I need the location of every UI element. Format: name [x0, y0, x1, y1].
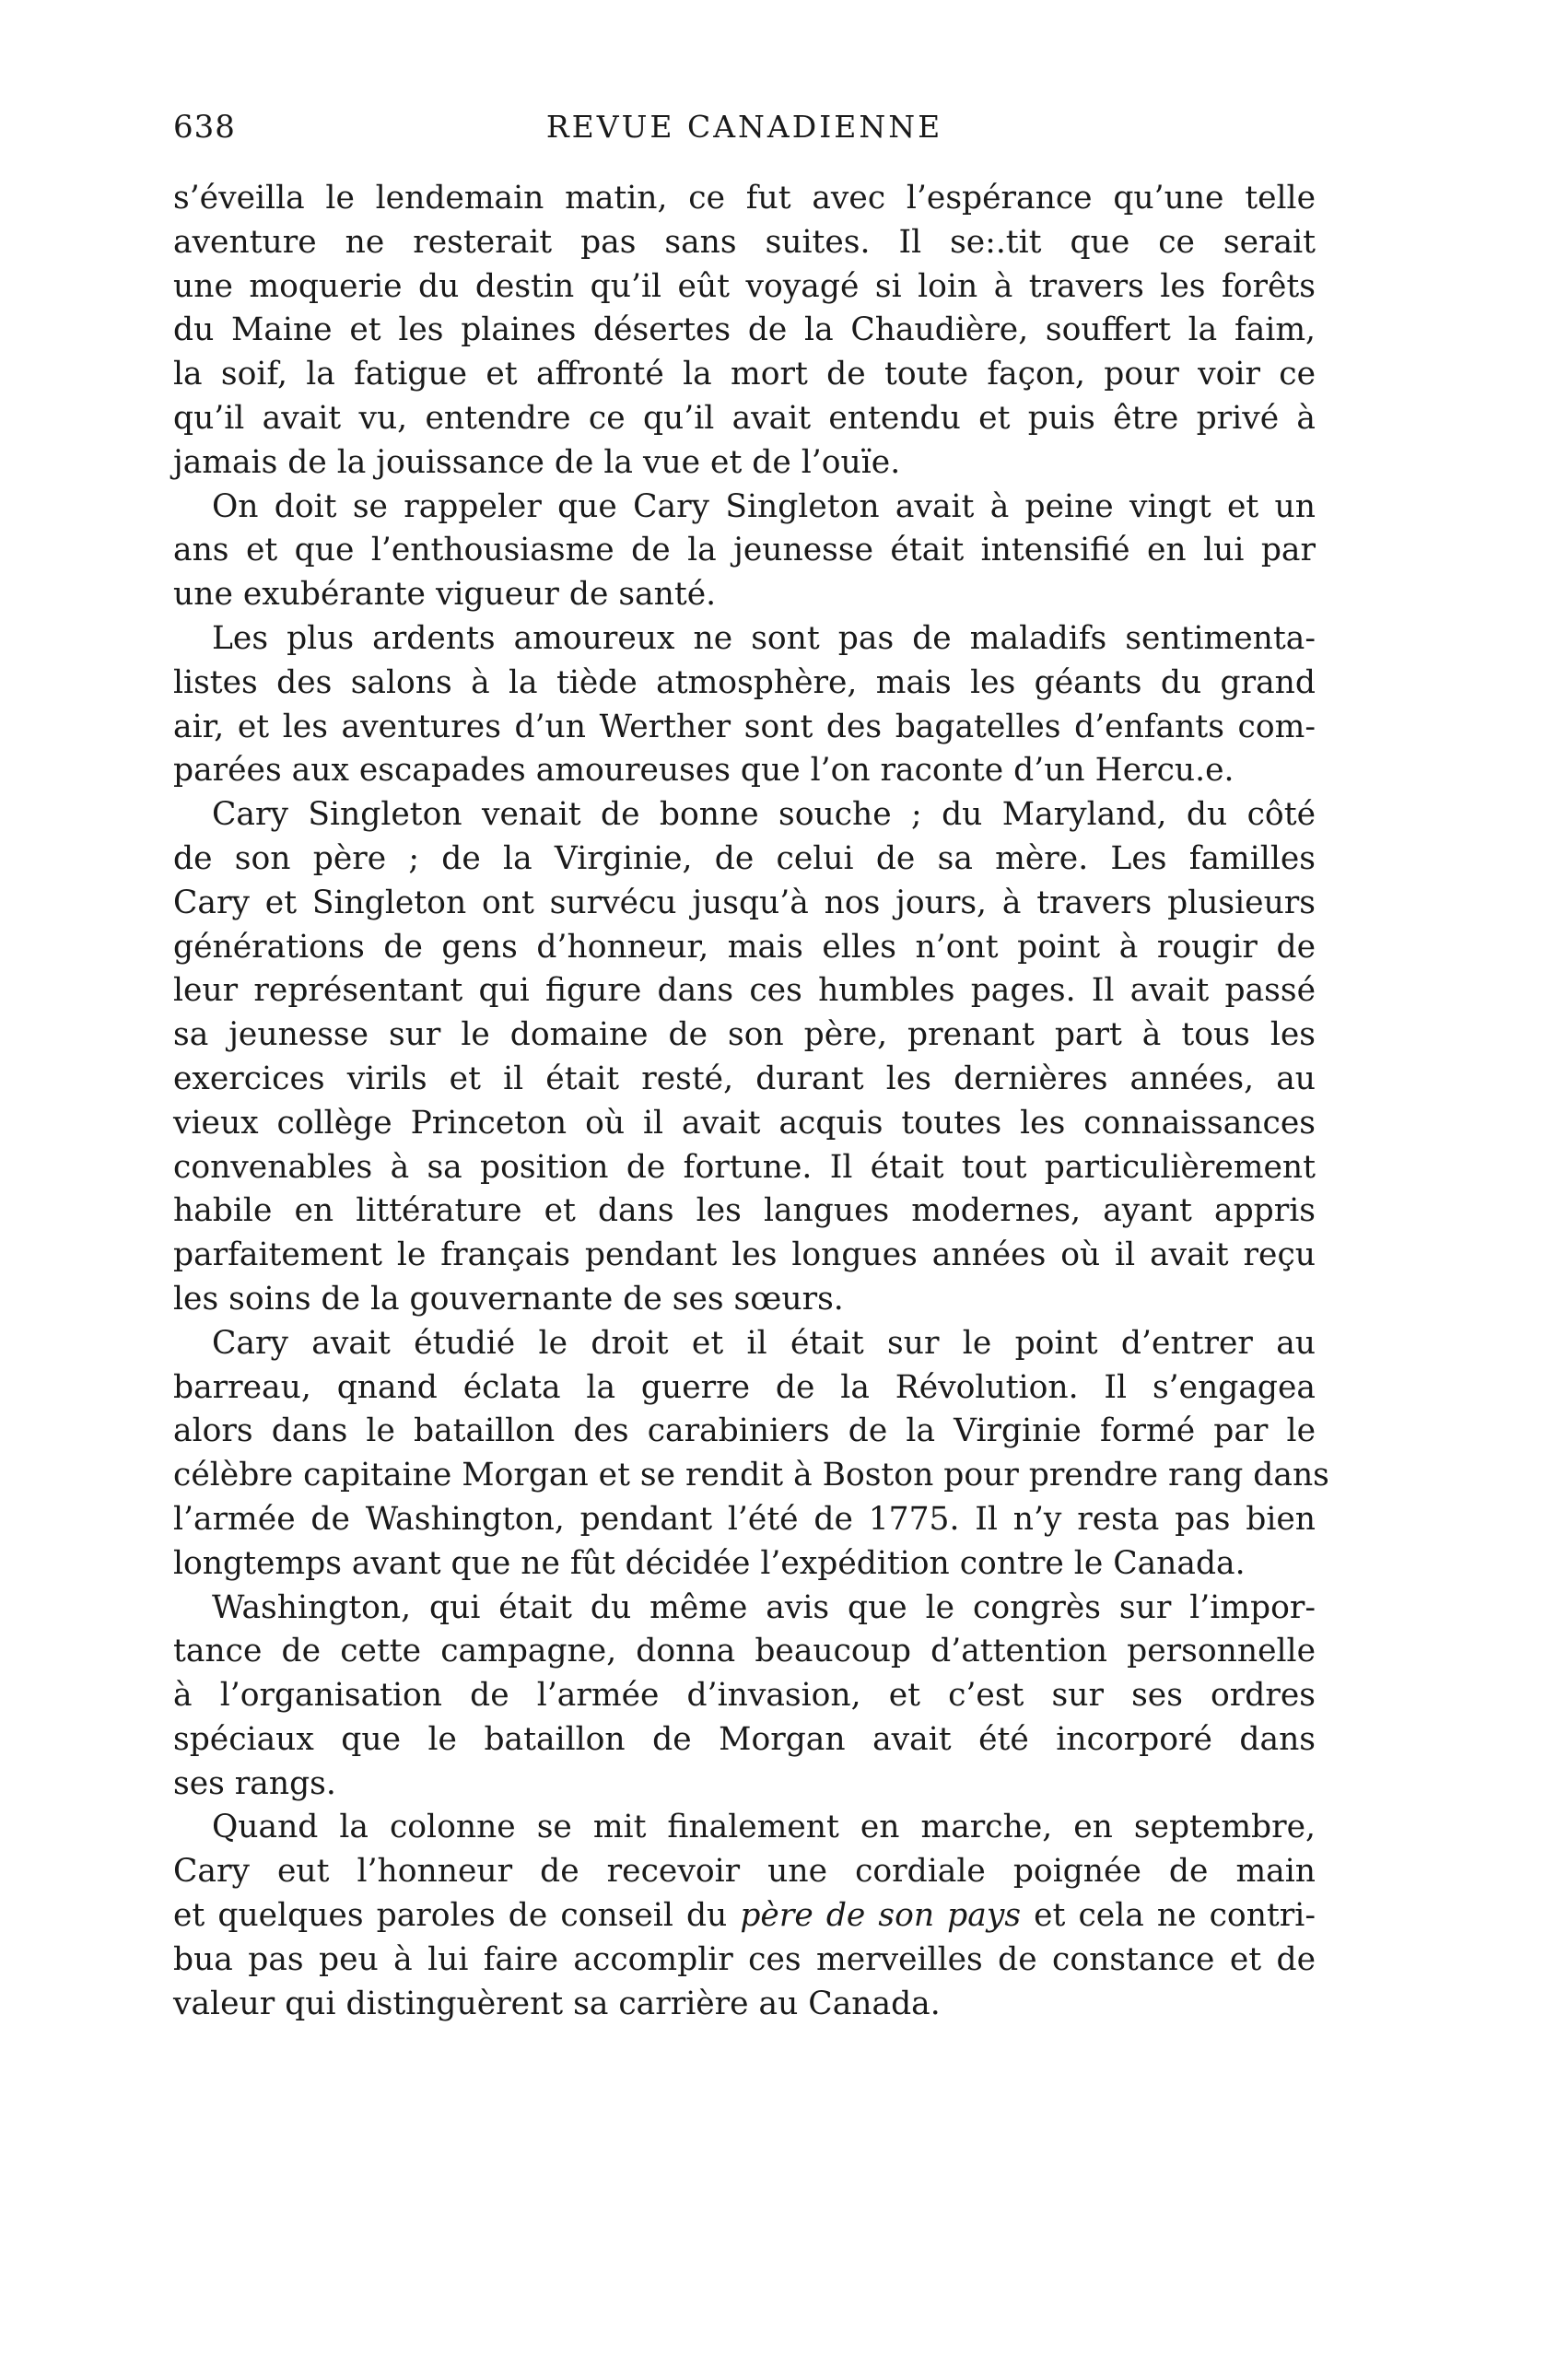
text-line: tance de cette campagne, donna beaucoup d’attention personnelle: [173, 1633, 1316, 1670]
running-head: [173, 109, 1316, 155]
text-line: exercices virils et il était resté, durant les dernières années, au: [173, 1060, 1316, 1097]
text-line: vieux collège Princeton où il avait acquis toutes les connaissances: [173, 1104, 1316, 1142]
text-line: à l’organisation de l’armée d’invasion, et c’est sur ses ordres: [173, 1677, 1316, 1715]
paragraph-first-line: Washington, qui était du même avis que le congrès sur l’impor-: [212, 1588, 1316, 1626]
text-line: jamais de la jouissance de la vue et de l’ouïe.: [173, 443, 901, 481]
text-line: aventure ne resterait pas sans suites. Il se:.tit que ce serait: [173, 223, 1316, 261]
text-line: s’éveilla le lendemain matin, ce fut avec l’espérance qu’une telle: [173, 180, 1316, 217]
text-line: qu’il avait vu, entendre ce qu’il avait entendu et puis être privé à: [173, 399, 1316, 437]
paragraph-first-line: Les plus ardents amoureux ne sont pas de maladifs sentimenta-: [212, 619, 1316, 657]
text-line: barreau, qnand éclata la guerre de la Révolution. Il s’engagea: [173, 1368, 1316, 1406]
text-line: de son père ; de la Virginie, de celui de sa mère. Les familles: [173, 839, 1316, 877]
text-line: longtemps avant que ne fût décidée l’expédition contre le Canada.: [173, 1544, 1246, 1582]
text-line: leur représentant qui figure dans ces humbles pages. Il avait passé: [173, 972, 1316, 1010]
text-line: sa jeunesse sur le domaine de son père, prenant part à tous les: [173, 1016, 1316, 1054]
page-number: 638: [173, 109, 236, 146]
text-line: spéciaux que le bataillon de Morgan avait été incorporé dans: [173, 1720, 1316, 1758]
text-line: les soins de la gouvernante de ses sœurs.: [173, 1280, 844, 1318]
text-line: ses rangs.: [173, 1764, 336, 1802]
text-line: air, et les aventures d’un Werther sont des bagatelles d’enfants com-: [173, 708, 1316, 745]
text-line-with-italic: [173, 1894, 1316, 1938]
text-line: valeur qui distinguèrent sa carrière au Canada.: [173, 1985, 941, 2022]
text-line: Cary eut l’honneur de recevoir une cordiale poignée de main: [173, 1853, 1316, 1891]
text-line: alors dans le bataillon des carabiniers de la Virginie formé par le: [173, 1412, 1316, 1450]
text-line: ans et que l’enthousiasme de la jeunesse était intensifié en lui par: [173, 532, 1316, 569]
text-line: Cary et Singleton ont survécu jusqu’à nos jours, à travers plusieurs: [173, 884, 1316, 921]
paragraph-first-line: Cary avait étudié le droit et il était sur le point d’entrer au: [212, 1324, 1316, 1362]
paragraph-first-line: Cary Singleton venait de bonne souche ; du Maryland, du côté: [212, 796, 1316, 834]
text-line: bua pas peu à lui faire accomplir ces merveilles de constance et de: [173, 1940, 1316, 1978]
text-line: habile en littérature et dans les langues modernes, ayant appris: [173, 1192, 1316, 1230]
text-line: célèbre capitaine Morgan et se rendit à Boston pour prendre rang dans: [173, 1457, 1329, 1494]
italic-phrase: père de son pays: [740, 1897, 1022, 1935]
text-line: parées aux escapades amoureuses que l’on raconte d’un Hercu.e.: [173, 752, 1235, 790]
text-line: une moquerie du destin qu’il eût voyagé si loin à travers les forêts: [173, 267, 1316, 305]
text-run: et quelques paroles de conseil du: [173, 1897, 741, 1935]
text-line: listes des salons à la tiède atmosphère, mais les géants du grand: [173, 663, 1316, 701]
text-line: générations de gens d’honneur, mais elles n’ont point à rougir de: [173, 928, 1316, 966]
paragraph-first-line: Quand la colonne se mit finalement en marche, en septembre,: [212, 1809, 1316, 1846]
text-line: l’armée de Washington, pendant l’été de 1775. Il n’y resta pas bien: [173, 1500, 1316, 1538]
paragraph-first-line: On doit se rappeler que Cary Singleton avait à peine vingt et un: [212, 487, 1316, 525]
journal-title: REVUE CANADIENNE: [545, 109, 943, 145]
text-line: la soif, la fatigue et affronté la mort de toute façon, pour voir ce: [173, 356, 1316, 393]
text-line: convenables à sa position de fortune. Il était tout particulièrement: [173, 1148, 1316, 1186]
text-line: parfaitement le français pendant les longues années où il avait reçu: [173, 1236, 1316, 1274]
text-line: une exubérante vigueur de santé.: [173, 576, 717, 614]
body-text: [173, 177, 1329, 2026]
text-run: et cela ne contri-: [1021, 1897, 1316, 1935]
text-line: du Maine et les plaines désertes de la Chaudière, souffert la faim,: [173, 311, 1316, 349]
